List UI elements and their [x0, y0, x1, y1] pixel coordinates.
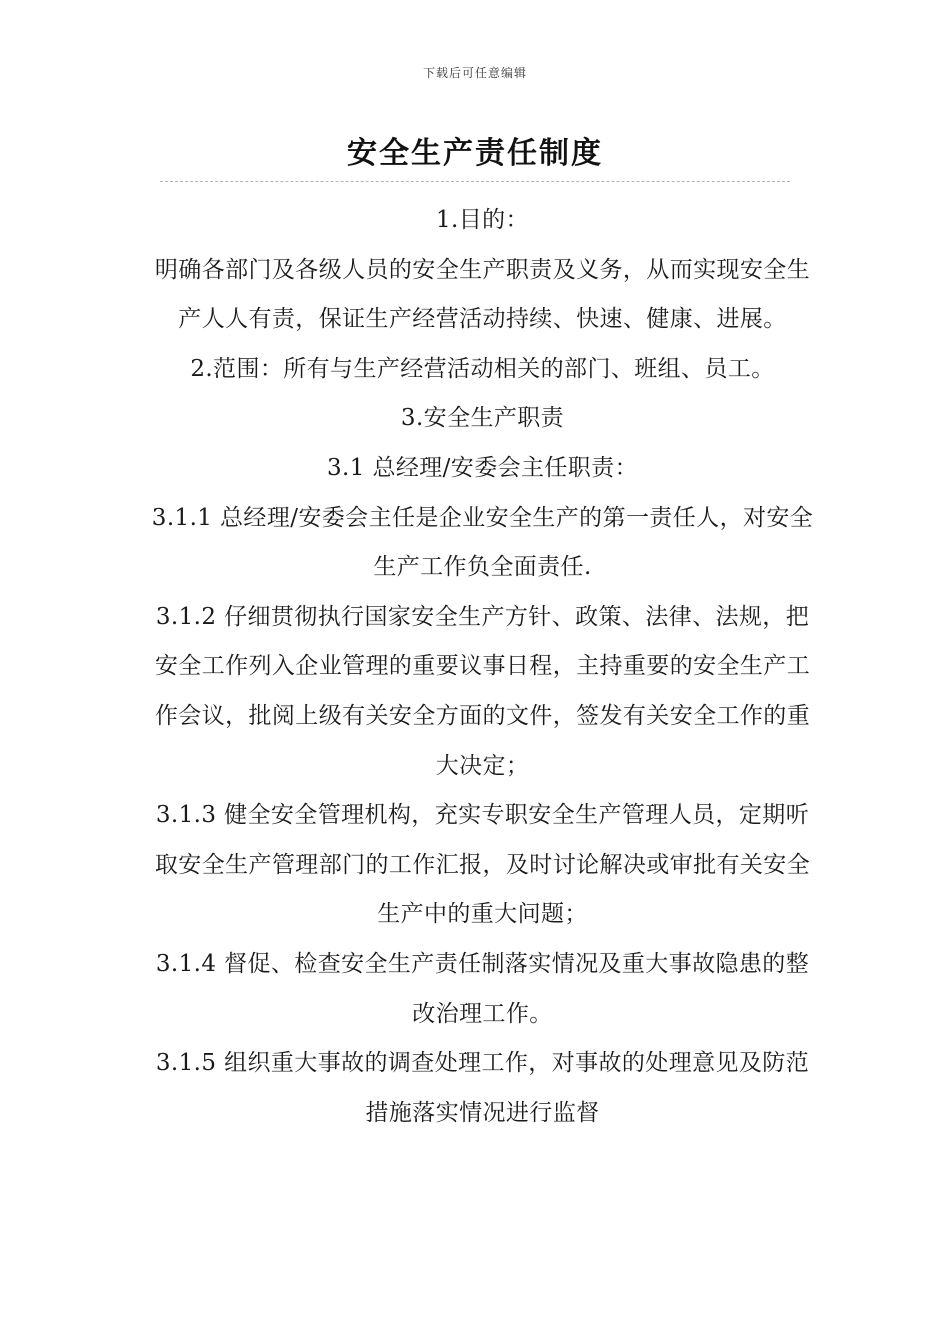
paragraph-section-3-1-1: 3.1.1 总经理/安委会主任是企业安全生产的第一责任人，对安全生产工作负全面责任.: [151, 504, 814, 581]
header-note: 下载后可任意编辑: [422, 66, 527, 80]
paragraph-responsibilities-heading: 3.安全生产职责: [400, 405, 565, 432]
document-body: [150, 196, 815, 1138]
title-divider: [160, 181, 790, 182]
paragraph-section-3-1-5: 3.1.5 组织重大事故的调查处理工作，对事故的处理意见及防范措施落实情况进行监督: [155, 1050, 810, 1126]
paragraph-purpose: 明确各部门及各级人员的安全生产职责及义务，从而实现安全生产人人有责，保证生产经营活动持续、快速、健康、进展。: [154, 256, 811, 333]
paragraph-section-3-1-2: 3.1.2 仔细贯彻执行国家安全生产方针、政策、法律、法规，把安全工作列入企业管理的重要议事日程，主持重要的安全生产工作会议，批阅上级有关安全方面的文件，签发有关安全工作的重大决定；: [154, 603, 811, 779]
paragraph-section-3-1: 3.1 总经理/安委会主任职责：: [326, 454, 639, 481]
paragraph-scope: 2.范围：所有与生产经营活动相关的部门、班组、员工。: [190, 355, 775, 382]
paragraph-section-3-1-3: 3.1.3 健全安全管理机构，充实专职安全生产管理人员，定期听取安全生产管理部门的工作汇报，及时讨论解决或审批有关安全生产中的重大问题；: [154, 802, 811, 928]
paragraph-section-3-1-4: 3.1.4 督促、检查安全生产责任制落实情况及重大事故隐患的整改治理工作。: [155, 950, 810, 1027]
document-title: 安全生产责任制度: [347, 136, 603, 171]
paragraph-purpose-heading: 1.目的：: [436, 207, 529, 233]
